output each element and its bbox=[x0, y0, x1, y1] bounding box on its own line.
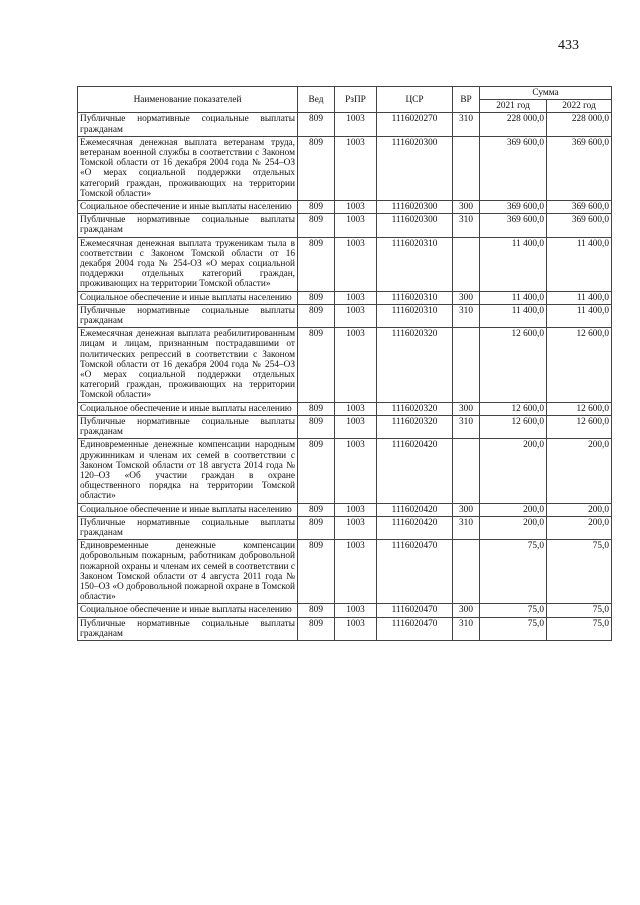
cell-csr: 1116020310 bbox=[377, 304, 453, 327]
cell-ved: 809 bbox=[298, 617, 335, 640]
cell-sum-2022: 75,0 bbox=[547, 604, 612, 617]
cell-ved: 809 bbox=[298, 136, 335, 200]
cell-sum-2021: 75,0 bbox=[480, 540, 547, 604]
cell-vr: 310 bbox=[453, 113, 480, 136]
cell-vr: 310 bbox=[453, 214, 480, 237]
cell-sum-2022: 369 600,0 bbox=[547, 201, 612, 214]
table-row bbox=[78, 617, 612, 640]
cell-sum-2022: 200,0 bbox=[547, 439, 612, 503]
header-year-2022: 2022 год bbox=[547, 100, 612, 113]
header-csr: ЦСР bbox=[377, 87, 453, 113]
cell-name: Единовременные денежные компенсации народным дружинникам и членам их семей в соответствии с Законом Томской области от 18 августа 2014 года № 120–ОЗ «Об участии граждан в охране общественного порядка на территории Томской области» bbox=[78, 439, 298, 503]
cell-vr bbox=[453, 136, 480, 200]
cell-ved: 809 bbox=[298, 304, 335, 327]
cell-vr bbox=[453, 439, 480, 503]
budget-table bbox=[77, 86, 612, 641]
cell-rzpr: 1003 bbox=[335, 516, 377, 539]
cell-sum-2022: 200,0 bbox=[547, 516, 612, 539]
cell-ved: 809 bbox=[298, 201, 335, 214]
cell-name: Социальное обеспечение и иные выплаты населению bbox=[78, 604, 298, 617]
cell-sum-2022: 369 600,0 bbox=[547, 136, 612, 200]
cell-sum-2021: 369 600,0 bbox=[480, 201, 547, 214]
header-vr: ВР bbox=[453, 87, 480, 113]
cell-sum-2022: 75,0 bbox=[547, 540, 612, 604]
table-row bbox=[78, 402, 612, 415]
cell-sum-2021: 369 600,0 bbox=[480, 136, 547, 200]
cell-sum-2022: 200,0 bbox=[547, 503, 612, 516]
cell-vr: 300 bbox=[453, 402, 480, 415]
cell-name: Публичные нормативные социальные выплаты гражданам bbox=[78, 214, 298, 237]
cell-rzpr: 1003 bbox=[335, 617, 377, 640]
cell-ved: 809 bbox=[298, 237, 335, 291]
cell-csr: 1116020300 bbox=[377, 201, 453, 214]
cell-name: Публичные нормативные социальные выплаты гражданам bbox=[78, 304, 298, 327]
cell-sum-2021: 200,0 bbox=[480, 439, 547, 503]
cell-sum-2022: 369 600,0 bbox=[547, 214, 612, 237]
header-name: Наименование показателей bbox=[78, 87, 298, 113]
cell-vr: 310 bbox=[453, 617, 480, 640]
cell-vr: 310 bbox=[453, 516, 480, 539]
cell-rzpr: 1003 bbox=[335, 328, 377, 402]
cell-ved: 809 bbox=[298, 516, 335, 539]
cell-rzpr: 1003 bbox=[335, 201, 377, 214]
cell-sum-2021: 11 400,0 bbox=[480, 237, 547, 291]
table-row bbox=[78, 540, 612, 604]
cell-sum-2021: 228 000,0 bbox=[480, 113, 547, 136]
cell-csr: 1116020310 bbox=[377, 291, 453, 304]
header-sum: Сумма bbox=[480, 87, 612, 100]
table-header bbox=[78, 87, 612, 113]
cell-ved: 809 bbox=[298, 503, 335, 516]
cell-csr: 1116020320 bbox=[377, 328, 453, 402]
cell-name: Социальное обеспечение и иные выплаты населению bbox=[78, 503, 298, 516]
page-number: 433 bbox=[558, 38, 579, 53]
cell-rzpr: 1003 bbox=[335, 136, 377, 200]
cell-csr: 1116020470 bbox=[377, 617, 453, 640]
cell-sum-2022: 11 400,0 bbox=[547, 237, 612, 291]
cell-sum-2022: 75,0 bbox=[547, 617, 612, 640]
table-row bbox=[78, 214, 612, 237]
cell-ved: 809 bbox=[298, 113, 335, 136]
table-row bbox=[78, 113, 612, 136]
cell-rzpr: 1003 bbox=[335, 113, 377, 136]
cell-sum-2022: 12 600,0 bbox=[547, 415, 612, 438]
cell-ved: 809 bbox=[298, 328, 335, 402]
cell-name: Единовременные денежные компенсации добровольным пожарным, работникам добровольной пожарной охраны и членам их семей в соответствии с Законом Томской области от 4 августа 2011 года № 150–ОЗ «О добровольной пожарной охране в Томской области» bbox=[78, 540, 298, 604]
cell-csr: 1116020300 bbox=[377, 214, 453, 237]
cell-rzpr: 1003 bbox=[335, 503, 377, 516]
cell-vr: 310 bbox=[453, 304, 480, 327]
cell-ved: 809 bbox=[298, 540, 335, 604]
cell-ved: 809 bbox=[298, 604, 335, 617]
cell-csr: 1116020320 bbox=[377, 415, 453, 438]
cell-vr bbox=[453, 540, 480, 604]
cell-sum-2021: 200,0 bbox=[480, 503, 547, 516]
cell-vr: 310 bbox=[453, 415, 480, 438]
cell-name: Социальное обеспечение и иные выплаты населению bbox=[78, 402, 298, 415]
cell-csr: 1116020470 bbox=[377, 604, 453, 617]
cell-rzpr: 1003 bbox=[335, 237, 377, 291]
cell-sum-2021: 369 600,0 bbox=[480, 214, 547, 237]
header-year-2021: 2021 год bbox=[480, 100, 547, 113]
cell-csr: 1116020420 bbox=[377, 516, 453, 539]
table-row bbox=[78, 136, 612, 200]
cell-rzpr: 1003 bbox=[335, 540, 377, 604]
cell-sum-2022: 228 000,0 bbox=[547, 113, 612, 136]
cell-sum-2022: 11 400,0 bbox=[547, 291, 612, 304]
table-row bbox=[78, 604, 612, 617]
cell-ved: 809 bbox=[298, 214, 335, 237]
cell-ved: 809 bbox=[298, 291, 335, 304]
header-rzpr: РзПР bbox=[335, 87, 377, 113]
cell-sum-2021: 75,0 bbox=[480, 604, 547, 617]
table-body bbox=[78, 113, 612, 641]
cell-rzpr: 1003 bbox=[335, 439, 377, 503]
cell-ved: 809 bbox=[298, 415, 335, 438]
cell-rzpr: 1003 bbox=[335, 291, 377, 304]
cell-name: Публичные нормативные социальные выплаты гражданам bbox=[78, 516, 298, 539]
cell-name: Ежемесячная денежная выплата ветеранам труда, ветеранам военной службы в соответствии с Законом Томской области от 16 декабря 2004 года № 254–ОЗ «О мерах социальной поддержки отдельных категорий граждан, проживающих на территории Томской области» bbox=[78, 136, 298, 200]
cell-sum-2021: 200,0 bbox=[480, 516, 547, 539]
cell-ved: 809 bbox=[298, 402, 335, 415]
cell-csr: 1116020420 bbox=[377, 503, 453, 516]
cell-csr: 1116020300 bbox=[377, 136, 453, 200]
table-row bbox=[78, 516, 612, 539]
cell-name: Публичные нормативные социальные выплаты гражданам bbox=[78, 113, 298, 136]
cell-csr: 1116020270 bbox=[377, 113, 453, 136]
cell-vr bbox=[453, 328, 480, 402]
cell-sum-2022: 12 600,0 bbox=[547, 328, 612, 402]
cell-sum-2022: 12 600,0 bbox=[547, 402, 612, 415]
cell-ved: 809 bbox=[298, 439, 335, 503]
cell-name: Публичные нормативные социальные выплаты гражданам bbox=[78, 415, 298, 438]
cell-vr: 300 bbox=[453, 503, 480, 516]
cell-csr: 1116020310 bbox=[377, 237, 453, 291]
table-row bbox=[78, 291, 612, 304]
cell-vr: 300 bbox=[453, 604, 480, 617]
table-row bbox=[78, 237, 612, 291]
cell-name: Социальное обеспечение и иные выплаты населению bbox=[78, 201, 298, 214]
cell-name: Социальное обеспечение и иные выплаты населению bbox=[78, 291, 298, 304]
cell-sum-2021: 12 600,0 bbox=[480, 402, 547, 415]
cell-sum-2021: 11 400,0 bbox=[480, 304, 547, 327]
cell-name: Ежемесячная денежная выплата труженикам тыла в соответствии с Законом Томской области от 16 декабря 2004 года № 254-ОЗ «О мерах социальной поддержки отдельных категорий граждан, проживающих на территории Томской области» bbox=[78, 237, 298, 291]
cell-name: Ежемесячная денежная выплата реабилитированным лицам и лицам, признанным пострадавшими от политических репрессий в соответствии с Законом Томской области от 16 декабря 2004 года № 254–ОЗ «О мерах социальной поддержки отдельных категорий граждан, проживающих на территории Томской области» bbox=[78, 328, 298, 402]
table-row bbox=[78, 201, 612, 214]
cell-rzpr: 1003 bbox=[335, 604, 377, 617]
cell-name: Публичные нормативные социальные выплаты гражданам bbox=[78, 617, 298, 640]
header-ved: Вед bbox=[298, 87, 335, 113]
cell-vr: 300 bbox=[453, 201, 480, 214]
cell-rzpr: 1003 bbox=[335, 402, 377, 415]
cell-sum-2021: 12 600,0 bbox=[480, 415, 547, 438]
cell-vr bbox=[453, 237, 480, 291]
cell-csr: 1116020420 bbox=[377, 439, 453, 503]
table-row bbox=[78, 415, 612, 438]
cell-rzpr: 1003 bbox=[335, 415, 377, 438]
table-row bbox=[78, 503, 612, 516]
cell-sum-2022: 11 400,0 bbox=[547, 304, 612, 327]
table-row bbox=[78, 328, 612, 402]
table-row bbox=[78, 439, 612, 503]
table-row bbox=[78, 304, 612, 327]
cell-csr: 1116020470 bbox=[377, 540, 453, 604]
cell-sum-2021: 75,0 bbox=[480, 617, 547, 640]
cell-rzpr: 1003 bbox=[335, 214, 377, 237]
cell-vr: 300 bbox=[453, 291, 480, 304]
cell-rzpr: 1003 bbox=[335, 304, 377, 327]
cell-sum-2021: 12 600,0 bbox=[480, 328, 547, 402]
cell-csr: 1116020320 bbox=[377, 402, 453, 415]
cell-sum-2021: 11 400,0 bbox=[480, 291, 547, 304]
